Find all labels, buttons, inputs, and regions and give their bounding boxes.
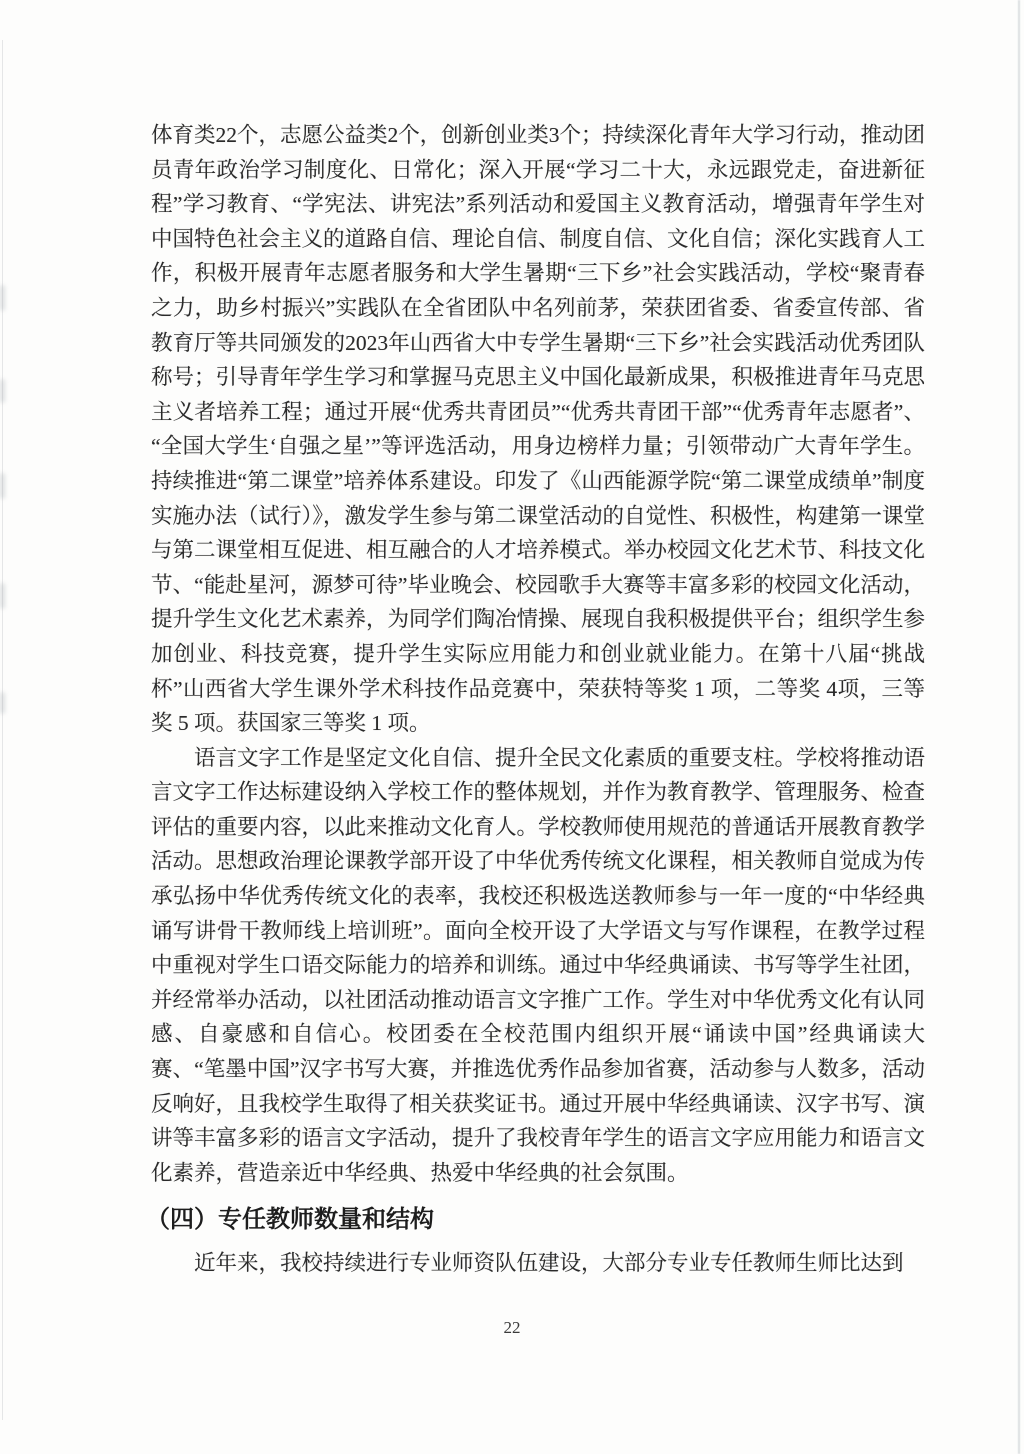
body-paragraph-1: 体育类22个，志愿公益类2个，创新创业类3个；持续深化青年大学习行动，推动团员青年政治学习制度化、日常化；深入开展“学习二十大，永远跟党走，奋进新征程”学习教育、“学宪法、讲宪法”系列活动和爱国主义教育活动，增强青年学生对中国特色社会主义的道路自信、理论自信、制度自信、文化自信；深化实践育人工作，积极开展青年志愿者服务和大学生暑期“三下乡”社会实践活动，学校“聚青春之力，助乡村振兴”实践队在全省团队中名列前茅，荣获团省委、省委宣传部、省教育厅等共同颁发的2023年山西省大中专学生暑期“三下乡”社会实践活动优秀团队称号；引导青年学生学习和掌握马克思主义中国化最新成果，积极推进青年马克思主义者培养工程；通过开展“优秀共青团员”“优秀共青团干部”“优秀青年志愿者”、 “全国大学生‘自强之星’”等评选活动，用身边榜样力量；引领带动广大青年学生。持续推进“第二课堂”培养体系建设。印发了《山西能源学院“第二课堂成绩单”制度实施办法（试行）》，激发学生参与第二课堂活动的自觉性、积极性，构建第一课堂与第二课堂相互促进、相互融合的人才培养模式。举办校园文化艺术节、科技文化节、“能赴星河，源梦可待”毕业晚会、校园歌手大赛等丰富多彩的校园文化活动，提升学生文化艺术素养，为同学们陶冶情操、展现自我积极提供平台；组织学生参加创业、科技竞赛，提升学生实际应用能力和创业就业能力。在第十八届“挑战杯”山西省大学生课外学术科技作品竞赛中，荣获特等奖 1 项，二等奖 4项，三等奖 5 项。获国家三等奖 1 项。 (151, 123, 926, 736)
closing-paragraph: 近年来，我校持续进行专业师资队伍建设，大部分专业专任教师生师比达到 (194, 1251, 904, 1276)
scan-smudge (0, 379, 5, 403)
scan-smudge (0, 473, 5, 499)
section-heading: （四）专任教师数量和结构 (146, 1206, 434, 1234)
scan-edge-line-left (2, 40, 3, 1420)
scan-smudge (0, 583, 5, 609)
text-column (146, 118, 926, 1281)
page-number: 22 (503, 1318, 521, 1337)
scan-smudge (0, 285, 5, 311)
body-paragraph-2: 语言文字工作是坚定文化自信、提升全民文化素质的重要支柱。学校将推动语言文字工作达标建设纳入学校工作的整体规划，并作为教育教学、管理服务、检查评估的重要内容，以此来推动文化育人。学校教师使用规范的普通话开展教育教学活动。思想政治理论课教学部开设了中华优秀传统文化课程，相关教师自觉成为传承弘扬中华优秀传统文化的表率，我校还积极选送教师参与一年一度的“中华经典诵写讲骨干教师线上培训班”。面向全校开设了大学语文与写作课程，在教学过程中重视对学生口语交际能力的培养和训练。通过中华经典诵读、书写等学生社团，并经常举办活动，以社团活动推动语言文字推广工作。学生对中华优秀文化有认同感、自豪感和自信心。校团委在全校范围内组织开展“诵读中国”经典诵读大赛、“笔墨中国”汉字书写大赛，并推选优秀作品参加省赛，活动参与人数多，活动反响好，且我校学生取得了相关获奖证书。通过开展中华经典诵读、汉字书写、演讲等丰富多彩的语言文字活动，提升了我校青年学生的语言文字应用能力和语言文化素养，营造亲近中华经典、热爱中华经典的社会氛围。 (151, 745, 926, 1185)
scan-edge-line-right (1018, 0, 1020, 1454)
scan-smudge (0, 692, 5, 714)
